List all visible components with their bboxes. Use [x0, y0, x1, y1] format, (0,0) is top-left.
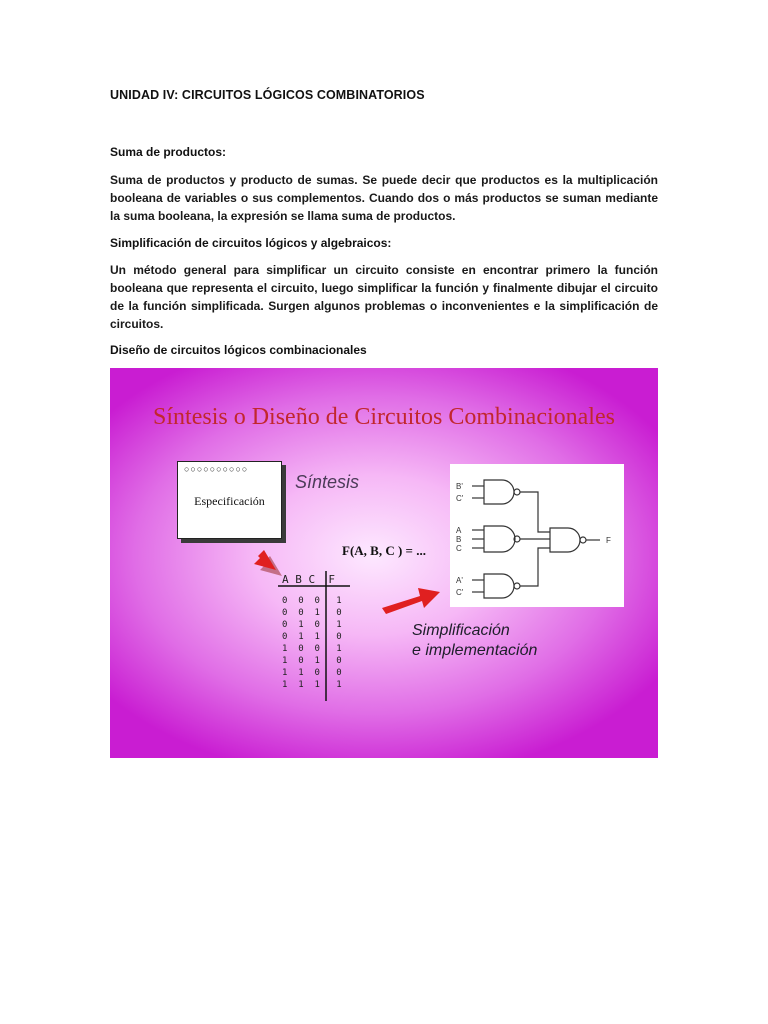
simplification-label: Simplificación e implementación — [412, 622, 538, 659]
svg-text:C: C — [456, 544, 462, 553]
truth-table-header: A B C F — [282, 573, 335, 586]
truth-table-row: 1 0 0 1 — [282, 644, 342, 654]
truth-table-row: 1 1 1 1 — [282, 680, 342, 690]
nand-gate-icon — [484, 526, 515, 552]
truth-table-row: 0 0 1 0 — [282, 608, 342, 618]
truth-table-row: 1 0 1 0 — [282, 656, 342, 666]
truth-table-row: 0 1 0 1 — [282, 620, 342, 630]
function-expression: F(A, B, C ) = ... — [342, 543, 426, 558]
section-paragraph-simplificacion: Un método general para simplificar un circuito consiste en encontrar primero la función booleana que representa el circuito, luego simplificar la función y finalmente dibujar el circuito de la función simplificada. Surgen algunos problemas o inconvenientes e la simplificación de circuitos. — [110, 263, 658, 331]
svg-text:B: B — [456, 535, 462, 544]
specification-label: Especificación — [194, 494, 265, 508]
sintesis-label: Síntesis — [295, 472, 360, 492]
figure-title: Síntesis o Diseño de Circuitos Combinacionales — [153, 404, 615, 430]
arrow-right-icon — [382, 588, 440, 614]
section-heading-diseno: Diseño de circuitos lógicos combinacionales — [110, 343, 367, 357]
truth-table-row: 0 1 1 0 — [282, 632, 342, 642]
svg-text:B': B' — [456, 482, 463, 491]
section-heading-suma: Suma de productos: — [110, 145, 227, 159]
svg-text:C': C' — [456, 588, 464, 597]
truth-table-row: 1 1 0 0 — [282, 668, 342, 678]
synthesis-figure — [110, 368, 658, 758]
section-paragraph-suma: Suma de productos y producto de sumas. Se puede decir que productos es la multiplicación booleana de variables o sus complementos. Cuando dos o más productos se suman mediante la suma booleana, la expresión se llama suma de productos. — [110, 173, 658, 223]
notepad-rings-icon: ○○○○○○○○○○ — [184, 464, 249, 474]
truth-table-row: 0 0 0 1 — [282, 596, 342, 606]
svg-text:C': C' — [456, 494, 464, 503]
svg-text:F: F — [606, 536, 611, 545]
nand-gate-icon — [550, 528, 580, 552]
nand-gate-icon — [484, 574, 514, 598]
document-title: UNIDAD IV: CIRCUITOS LÓGICOS COMBINATORIOS — [110, 88, 425, 102]
section-heading-simplificacion: Simplificación de circuitos lógicos y algebraicos: — [110, 236, 392, 250]
nand-circuit — [450, 464, 624, 607]
logic-circuit-diagram — [450, 464, 624, 607]
svg-text:A: A — [456, 526, 462, 535]
nand-gate-icon — [484, 480, 514, 504]
svg-text:A': A' — [456, 576, 463, 585]
arrow-down-icon-front — [238, 536, 276, 570]
